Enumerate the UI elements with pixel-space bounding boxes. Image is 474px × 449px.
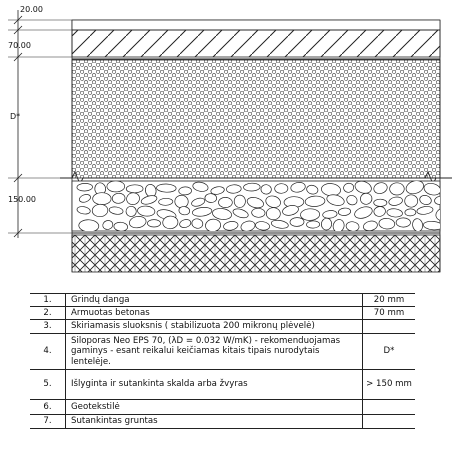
gravel-stone xyxy=(77,183,93,191)
row-thickness xyxy=(363,320,416,334)
row-number: 7. xyxy=(30,415,66,429)
row-number: 4. xyxy=(30,334,66,370)
gravel-stone xyxy=(266,208,280,220)
gravel-stone xyxy=(107,181,125,192)
row-description-line: gaminys - esant reikalui keičiamas kitais tipais nurodytais xyxy=(71,346,320,357)
table-row xyxy=(30,400,415,415)
row-description: Skiriamasis sluoksnis ( stabilizuota 200 mikronų plėvelė) xyxy=(66,320,363,334)
row-number: 6. xyxy=(30,400,66,415)
row-description: Grindų danga xyxy=(66,294,363,307)
gravel-stone xyxy=(290,217,304,226)
gravel-stone xyxy=(218,197,232,207)
row-thickness xyxy=(363,400,416,415)
gravel-stone xyxy=(405,209,416,216)
gravel-stone xyxy=(234,195,245,207)
row-description: Išlyginta ir sutankinta skalda arba žvyras xyxy=(66,370,363,400)
table-row xyxy=(30,334,415,370)
row-number: 5. xyxy=(30,370,66,400)
gravel-stone xyxy=(243,183,260,191)
gravel-stone xyxy=(126,185,143,193)
gravel-stone xyxy=(251,208,265,218)
table-row xyxy=(30,294,415,307)
layer-floor-covering xyxy=(72,20,440,30)
gravel-stone xyxy=(390,183,405,195)
row-thickness xyxy=(363,415,416,429)
gravel-stone xyxy=(374,199,387,206)
layer-compacted-soil xyxy=(72,235,440,272)
gravel-stone xyxy=(179,187,192,195)
layer-legend-table xyxy=(30,293,415,429)
row-number: 2. xyxy=(30,307,66,320)
table-row xyxy=(30,370,415,400)
dim-label-d: D* xyxy=(10,112,21,121)
row-thickness: 70 mm xyxy=(363,307,416,320)
layer-eps-insulation xyxy=(72,60,440,178)
row-description-line: lentelėje. xyxy=(71,356,111,367)
dim-label-70: 70.00 xyxy=(8,41,31,50)
gravel-stone xyxy=(275,183,289,193)
layer-reinforced-concrete xyxy=(72,30,440,57)
row-thickness: > 150 mm xyxy=(363,370,416,400)
gravel-stone xyxy=(159,198,173,205)
row-description xyxy=(66,334,363,370)
row-description: Geotekstilė xyxy=(66,400,363,415)
gravel-stone xyxy=(93,193,111,205)
row-thickness: D* xyxy=(363,334,416,370)
dim-label-20: 20.00 xyxy=(20,5,43,14)
gravel-stone xyxy=(300,208,320,220)
gravel-stone xyxy=(396,218,411,227)
dim-label-150: 150.00 xyxy=(8,195,36,204)
row-description-line: Siloporas Neo EPS 70, (λD = 0.032 W/mK) - rekomenduojamas xyxy=(71,335,341,346)
row-number: 3. xyxy=(30,320,66,334)
row-description: Sutankintas gruntas xyxy=(66,415,363,429)
table-row xyxy=(30,307,415,320)
table-row xyxy=(30,415,415,429)
gravel-stone xyxy=(147,220,160,227)
table-row xyxy=(30,320,415,334)
row-thickness: 20 mm xyxy=(363,294,416,307)
gravel-stone xyxy=(306,221,319,229)
row-description: Armuotas betonas xyxy=(66,307,363,320)
row-number: 1. xyxy=(30,294,66,307)
